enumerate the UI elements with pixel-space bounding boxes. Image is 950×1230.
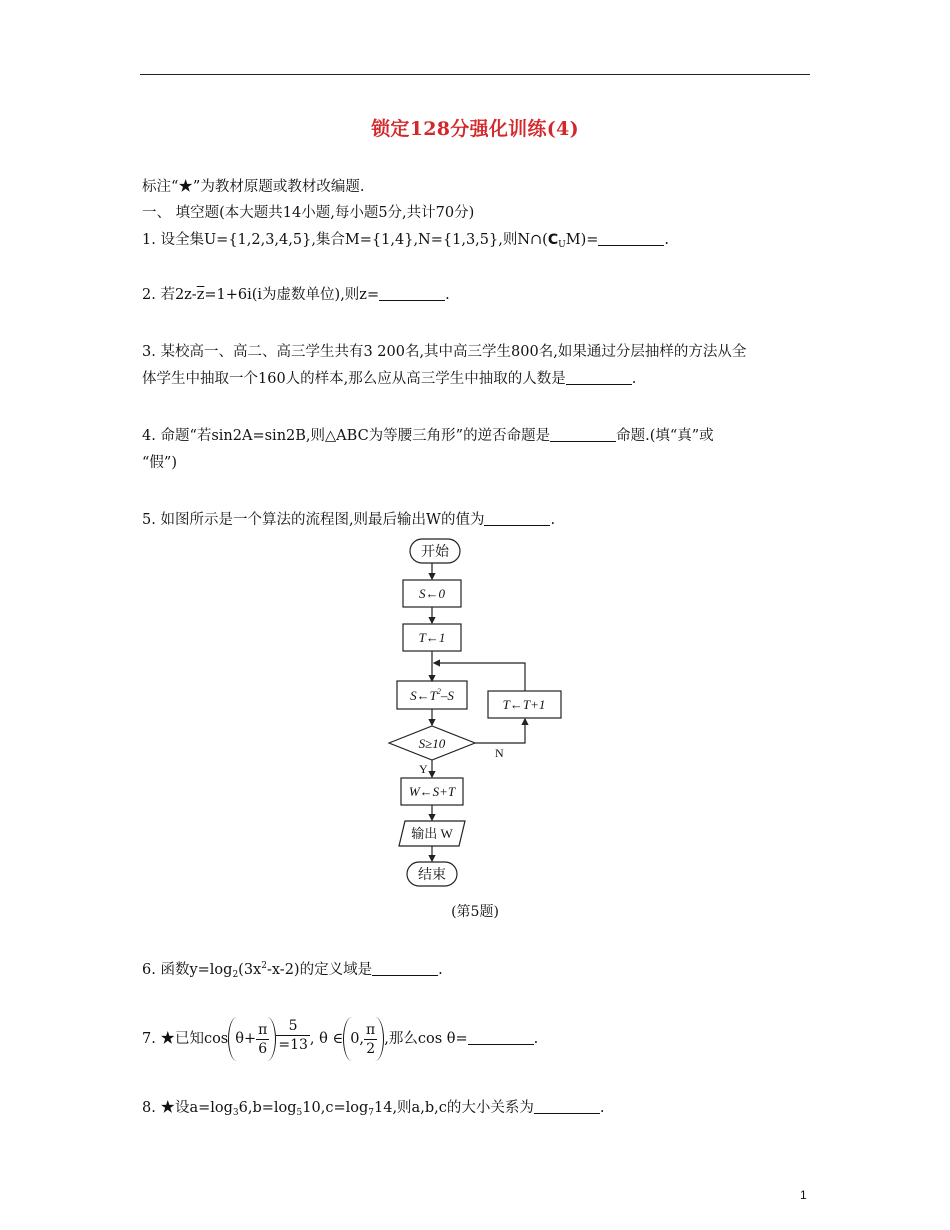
answer-blank[interactable] (534, 1099, 600, 1114)
page-title: 锁定128分强化训练(4) (371, 118, 579, 140)
answer-blank[interactable] (484, 511, 550, 526)
flow-output-label: 输出 W (411, 826, 453, 841)
flow-yes-label: Y (419, 762, 428, 776)
flow-end-label: 结束 (418, 868, 446, 883)
question-3-line-1: 3. 某校高一、高二、高三学生共有3 200名,其中高三学生800名,如果通过分层抽样的方法从全 (142, 344, 747, 360)
question-3-line-2: 体学生中抽取一个160人的样本,那么应从高三学生中抽取的人数是 . (142, 371, 637, 387)
flow-t1-label: T←1 (418, 630, 446, 645)
flow-s-update-label: $S\leftarrow T^2-S$ (410, 687, 454, 703)
question-7: 7. ★已知cos θ+ $\frac{\pi}{6}$ $\frac{5}{=13}$ , θ ∈ 0, $\frac{\pi}{2}$ ,那么cos θ= . (142, 1014, 538, 1064)
question-5: 5. 如图所示是一个算法的流程图,则最后输出W的值为 . (142, 512, 556, 528)
question-6: 6. 函数$y=\log_2(3x^2-x-2)$的定义域是 . (142, 961, 443, 980)
flow-t-update-label: T←T+1 (502, 697, 546, 712)
answer-blank[interactable] (598, 231, 664, 246)
question-4-line-2: “假”) (142, 455, 177, 471)
question-8: 8. ★设$a=\log_36,b=\log_510,c=\log_714$,则a,b,c的大小关系为 . (142, 1100, 605, 1118)
question-2: 2. 若$2z-\overline{z}=1+6i(i$为虚数单位),则z= . (142, 287, 450, 303)
note-line: 标注“★”为教材原题或教材改编题. (142, 179, 365, 195)
paren-group: θ+ $\frac{\pi}{6}$ (228, 1017, 276, 1061)
answer-blank[interactable] (550, 427, 616, 442)
flow-s0-label: S←0 (419, 586, 445, 601)
flow-w-label: W←S+T (408, 784, 456, 799)
question-1: 1. 设全集U={1,2,3,4,5},集合M={1,4},N={1,3,5},则$N\cap(C_UM)=$ . (142, 232, 669, 250)
header-rule (140, 74, 810, 75)
section-heading: 一、 填空题(本大题共14小题,每小题5分,共计70分) (142, 205, 475, 221)
flow-start-label: 开始 (421, 545, 449, 560)
question-4-line-1: 4. 命题“若sin2A=sin2B,则△ABC为等腰三角形”的逆否命题是 命题.(填“真”或 (142, 428, 714, 444)
answer-blank[interactable] (468, 1030, 534, 1045)
page-number: 1 (800, 1188, 807, 1202)
flow-condition-label: S≥10 (418, 736, 446, 751)
paren-group: 0, $\frac{\pi}{2}$ (343, 1017, 384, 1061)
figure-caption: (第5题) (451, 904, 499, 920)
flow-no-label: N (495, 746, 504, 760)
answer-blank[interactable] (372, 961, 438, 976)
answer-blank[interactable] (379, 286, 445, 301)
flowchart (385, 535, 575, 895)
answer-blank[interactable] (566, 370, 632, 385)
